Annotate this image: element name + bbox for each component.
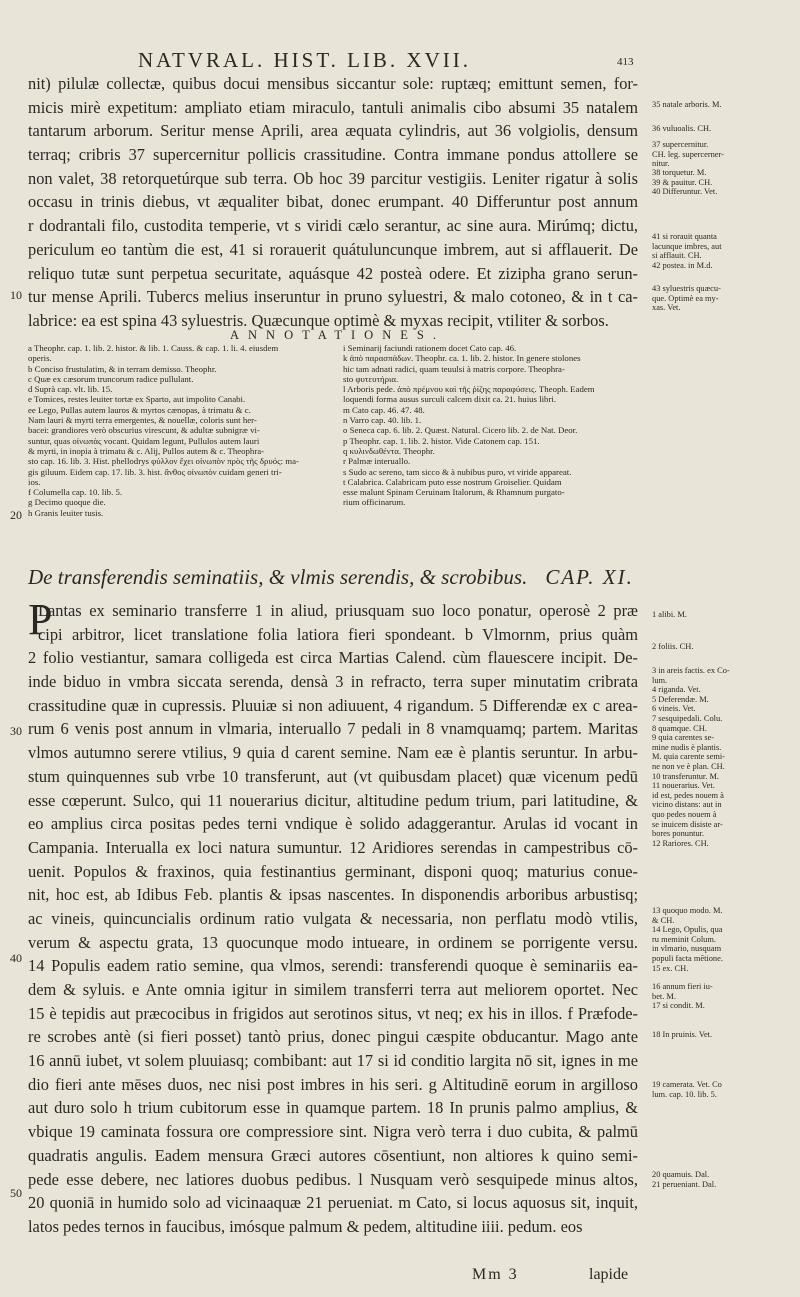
marginal-note-line: 37 supercernitur.	[652, 140, 709, 149]
marginal-note	[652, 100, 797, 110]
annotation-line: r Palmæ interuallo.	[343, 456, 411, 467]
marginal-note-line: 14 Lego, Opulis, qua	[652, 925, 723, 935]
text-line: tur mense Aprili. Tubercs melius inseruntur in pruno syluestri, & malo cotoneo, & in t ca-	[28, 287, 638, 307]
drop-cap-initial: P	[28, 595, 53, 644]
annotations-right-column	[343, 343, 643, 508]
marginal-note-line: 41 si rorauit quanta	[652, 232, 717, 241]
text-line: verum & aspectu grata, 13 quocunque modo intueare, in ordinem se porrigente versu.	[28, 932, 638, 952]
marginal-note-line: si afflauit. CH.	[652, 251, 702, 261]
annotations-heading: ANNOTATIONES.	[230, 328, 445, 342]
marginal-note-line: 16 annum fieri iu-	[652, 982, 713, 991]
marginal-note	[652, 168, 797, 197]
marginal-note-line: quo pedes nouem à	[652, 809, 717, 819]
annotation-line: bacei: grandiores verò obscurius virescunt, & adultæ subnigræ vi-	[28, 425, 260, 436]
annotation-line: rium officinarum.	[343, 497, 406, 508]
marginal-note-line: M. quia carente semi-	[652, 752, 726, 762]
text-line: crassitudine quæ in cupressis. Pluuiæ si non adiuuent, 4 rigandum. 5 Differendæ ex c area-	[28, 695, 638, 715]
text-line: reliquo tutæ sunt perpetua securitate, aquásque 42 posteà odere. Et zizipha grano serun-	[28, 263, 638, 283]
annotation-line: q κυλινδωθέντα. Theophr.	[343, 445, 435, 456]
line-number-10: 10	[10, 288, 22, 302]
annotation-line: t Calabrica. Calabricam puto esse nostrum Groiselier. Quidam	[343, 476, 562, 487]
marginal-note-line: 18 In pruinis. Vet.	[652, 1030, 713, 1039]
marginal-note-line: xas. Vet.	[652, 303, 681, 313]
marginal-note-line: lum.	[652, 675, 668, 685]
marginal-note-line: 21 perueniant. Dal.	[652, 1179, 717, 1189]
text-line: non valet, 38 retorquetúrque sub terra. Ob hoc 39 parcitur vestigiis. Leniter rigatur à solis	[28, 168, 638, 188]
marginal-note-line: 20 quamuis. Dal.	[652, 1170, 710, 1179]
marginal-note-line: 4 riganda. Vet.	[652, 685, 701, 695]
annotation-line: o Seneca cap. 6. lib. 2. Quæst. Natural. Cicero lib. 2. de Nat. Deor.	[343, 425, 578, 436]
text-line: vbique 19 caminata fossura ore compressiore sint. Nigra verò terra i duo cubita, & palmū	[28, 1122, 638, 1142]
marginal-note-line: 9 quia carentes se-	[652, 733, 715, 743]
text-line: rum 6 venis post annum in vlmaria, interuallo 7 pedali in 8 vnamquamq; partem. Maritas	[28, 719, 638, 739]
marginal-note	[652, 1080, 797, 1099]
marginal-note	[652, 232, 797, 270]
annotation-line: Nam lauri & myrti terra emergentes, & nouellæ, coloris sunt her-	[28, 415, 257, 426]
annotation-line: l Arboris pede. ἀπὸ πρέμνου καὶ τῆς ῥίζης παραφύσεις. Theoph. Eadem	[343, 384, 595, 395]
chapter-number: CAP. XI.	[545, 565, 634, 589]
annotation-line: sto φυτευτήρια.	[343, 373, 399, 384]
marginal-note-line: 1 alibi. M.	[652, 610, 687, 619]
annotation-line: b Conciso frustulatim, & in terram demisso. Theophr.	[28, 363, 217, 374]
marginal-note	[652, 284, 797, 313]
marginal-note-line: 11 nouerarius. Vet.	[652, 781, 715, 791]
text-line: micis mirè expetitum: ampliato etiam miraculo, tantuli animalis cibo absumi 35 natalem	[28, 97, 638, 117]
marginal-note-line: in vlmario, nusquam	[652, 944, 722, 954]
text-line: nit, hoc est, ab Idibus Feb. plantis & ipsas nascentes. In disponendis arboribus arbustisq;	[28, 885, 638, 905]
text-line: Campania. Interualla ex loci natura sumuntur. 12 Aridiores serendas in campestribus cō-	[28, 837, 638, 857]
marginal-note-line: & CH.	[652, 915, 675, 925]
line-number-30: 30	[10, 724, 22, 738]
text-line: terraq; cribris 37 supercernitur pollicis crassitudine. Contra immane pondus attollere se	[28, 145, 638, 165]
text-line: inde biduo in vmbra siccata serenda, densà 3 in refractо, terra super minutatim cribrata	[28, 672, 638, 692]
main-text-block	[28, 595, 638, 1239]
marginal-note-line: ru meminit Colum.	[652, 934, 716, 944]
annotation-line: ee Lego, Pullas autem lauros & myrtos cænopas, à trimatu & c.	[28, 404, 251, 415]
chapter-heading	[28, 565, 638, 595]
annotation-line: a Theophr. cap. 1. lib. 2. histor. & lib. 1. Causs. & cap. 1. li. 4. eiusdem	[28, 343, 279, 353]
text-line: dem & syluis. e Ante omnia igitur in similem transferri terra aut meliorem oportet. Nec	[28, 980, 638, 999]
line-number-40: 40	[10, 951, 22, 965]
marginal-note-line: 43 syluestris quæcu-	[652, 284, 721, 293]
marginal-note	[652, 124, 797, 134]
marginal-note-line: nitur.	[652, 159, 670, 169]
text-line: pede esse debere, nec latiores duobus pedibus. l Nusquam verò sesquipede minus altos,	[28, 1169, 638, 1189]
line-number-20: 20	[10, 508, 22, 522]
text-line: 14 Populis eadem ratio semine, qua vlmos, serendi: transferendi quoque è seminariis ea-	[28, 956, 638, 976]
annotation-line: p Theophr. cap. 1. lib. 2. histor. Vide Catonem cap. 151.	[343, 435, 540, 446]
text-line: nit) pilulæ collectæ, quibus docui mensibus siccantur sole: ruptæq; emittunt semen, for-	[28, 74, 638, 93]
annotation-line: g Decimo quoque die.	[28, 497, 106, 508]
text-line: ac vineis, quincuncialis ordinum ratio vulgata & necessaria, non perflatu modò vtilis,	[28, 908, 638, 928]
text-line: Lantas ex seminario transferre 1 in aliud, priusquam suo loco ponatur, operosè 2 præ	[38, 601, 638, 620]
marginal-note-line: 19 camerata. Vet. Co	[652, 1080, 722, 1089]
text-line: 15 è tepidis aut præcocibus in frigidos aut serotinos situs, vt neq; ex his in illos. f Præfode-	[28, 1003, 638, 1023]
marginal-note-line: mine nudis è plantis.	[652, 742, 722, 752]
marginal-note	[652, 1030, 797, 1040]
marginal-note-line: 38 torquetur. M.	[652, 168, 707, 177]
text-line: quadratis angulis. Eadem mensura Græci autores cōsentiunt, non altiores k quino semi-	[28, 1145, 638, 1165]
marginal-note-line: 8 quamque. CH.	[652, 723, 707, 733]
text-line: uenit. Populos & fraxinos, quia festinantius germinant, disponi quoq; maturius conue-	[28, 861, 638, 881]
signature-mark: Mm 3	[472, 1266, 519, 1283]
marginal-note-line: 40 Differuntur. Vet.	[652, 187, 718, 197]
text-line: cipi arbitror, licet translatione folia latiora fieri spondeant. b Vlmornm, prius quàm	[38, 624, 638, 644]
annotation-line: esse malunt Spinam Ceruinam Italorum, & Rhamnum purgato-	[343, 487, 565, 498]
marginal-note-line: 36 vuluoalis. CH.	[652, 124, 712, 133]
marginal-note-line: bet. M.	[652, 991, 676, 1001]
text-line: latos pedes ternos in faucibus, imósque palmum & pedem, altitudine iiii. pedum. eos	[28, 1216, 583, 1236]
marginal-note-line: 42 postea. in M.d.	[652, 260, 713, 270]
folio-number: 413	[617, 56, 634, 68]
marginal-note-line: lacunque imbres, aut	[652, 241, 722, 251]
text-line: aut duro solo h trium cubitorum esse in quamque partem. 18 In prunis palmo amplius, &	[28, 1098, 638, 1118]
text-line: vlmos autumno serere vtilius, 9 quia d carent semine. Nam eæ è plantis seruntur. In arbu-	[28, 743, 638, 763]
marginal-note-line: 10 transferuntur. M.	[652, 771, 719, 781]
annotation-line: n Varro cap. 40. lib. 1.	[343, 415, 422, 426]
annotation-line: e Tomices, restes leuiter tortæ ex Spartо, aut impolito Canabi.	[28, 394, 246, 405]
marginal-note-line: 12 Rariores. CH.	[652, 838, 709, 848]
marginal-note-line: se inuicem disiste ar-	[652, 819, 723, 829]
annotations-left-column	[28, 343, 331, 518]
marginal-note-line: 13 quoquo modo. M.	[652, 906, 723, 915]
marginal-note-line: que. Optimè ea my-	[652, 293, 719, 303]
annotation-line: s Sudo ac sereno, tam sicco & à nubibus puro, vt viride appareat.	[343, 466, 572, 477]
text-line: tantarum arborum. Seritur mense Aprili, area æquata cylindris, aut 36 volgiolis, densum	[28, 121, 638, 141]
annotation-line: c Quæ ex cæsorum truncorum radice pullulant.	[28, 373, 194, 384]
text-line: re scrobes antè (si fieri posset) tantò prius, donec pingui cæspite obducantur. Mago ante	[28, 1027, 638, 1047]
marginal-note	[652, 642, 797, 652]
running-title: NATVRAL. HIST. LIB. XVII.	[138, 48, 471, 72]
text-line: esse cœperunt. Sulco, qui 11 nouerarius dicitur, altitudine pedum trium, pari latitudine, &	[28, 790, 638, 810]
annotation-line: h Granis leuiter tusis.	[28, 507, 104, 518]
annotation-line: & myrti, in inopia à trimatu & c. Alij, Pullos autem & c. Theophra-	[28, 445, 265, 456]
text-line: dio fieri ante mēses duos, nec nisi post imbres in his seri. g Altitudinē eorum in argilloso	[28, 1074, 638, 1094]
annotation-line: loquendi forma ausus surculi calcem dixit ca. 21. huius libri.	[343, 394, 557, 405]
marginal-note-line: ne non ve è plan. CH.	[652, 761, 725, 771]
marginal-note	[652, 610, 797, 620]
marginal-note-line: 35 natale arboris. M.	[652, 100, 722, 109]
marginal-note	[652, 1170, 797, 1189]
annotation-line: m Cato cap. 46. 47. 48.	[343, 404, 425, 415]
marginal-note-line: 15 ex. CH.	[652, 963, 689, 973]
marginal-note	[652, 140, 797, 169]
catchword: lapide	[589, 1266, 629, 1283]
text-line: labrice: ea est spina 43 syluestris. Quæcunque optimè & myxas recipit, vtiliter & sorbos.	[28, 310, 609, 330]
annotation-line: operis.	[28, 353, 52, 364]
top-text-block	[28, 72, 638, 333]
annotation-line: f Columella cap. 10. lib. 5.	[28, 487, 123, 498]
annotation-line: d Suprà cap. vlt. lib. 15.	[28, 384, 113, 395]
marginal-note-line: 6 vineis. Vet.	[652, 704, 696, 714]
marginal-note-line: 2 foliis. CH.	[652, 642, 694, 651]
marginal-note-line: 7 sesquipedali. Colu.	[652, 713, 723, 723]
chapter-title: De transferendis seminatiis, & vlmis serendis, & scrobibus.	[28, 565, 528, 589]
marginal-note-line: 5 Deferendæ. M.	[652, 694, 709, 704]
marginal-note-line: 17 si condit. M.	[652, 1001, 705, 1011]
annotation-line: gis giluum. Eidem cap. 17. lib. 3. hist. ἄνθος οἰνωπὸν cuidam generi tri-	[28, 466, 282, 477]
marginal-note-line: id est, pedes nouem à	[652, 790, 724, 800]
annotation-line: i Seminarij faciundi rationem docet Cato cap. 46.	[343, 343, 517, 353]
marginal-note-line: 39 & pauitur. CH.	[652, 177, 713, 187]
text-line: eo amplius circa positas pedes terni vndique è solido adaggerantur. Arulas id vocant in	[28, 814, 638, 834]
marginal-note-line: 3 in areis factis. ex Co-	[652, 666, 730, 675]
marginal-note-line: vicino distans: aut in	[652, 800, 722, 810]
marginal-note-line: lum. cap. 10. lib. 5.	[652, 1089, 717, 1099]
marginal-note	[652, 906, 797, 973]
text-line: 20 quoniā in humido solo ad vicinaaquæ 21 perueniat. m Cato, si locus aquosus sit, inquit,	[28, 1193, 638, 1213]
annotation-line: suntur, quas οἰνωπὰς vocant. Quidam legunt, Pullulos autem lauri	[28, 435, 260, 446]
annotation-line: ios.	[28, 476, 41, 487]
page-footer	[0, 1266, 800, 1290]
marginal-note	[652, 666, 797, 848]
text-line: stum quinquennes sub vrbe 10 transferunt, aut (vt quibusdam placet) quæ vicenum pedū	[28, 766, 638, 786]
marginal-note-line: bores ponuntur.	[652, 829, 705, 839]
annotation-line: hic tam adnati radici, quam teuulsi à matris corpore. Theophra-	[343, 363, 565, 374]
text-line: 16 annū iubet, vt solem pluuiasq; combibant: aut 17 si id conditio largita nō sit, ignes in me	[28, 1051, 638, 1071]
text-line: occasu in trinis diebus, vt æqualiter bibat, donec erumpant. 40 Differuntur post annum	[28, 192, 638, 212]
marginal-note	[652, 982, 797, 1011]
text-line: periculum eo tantùm die est, 41 si rorauerit quátuluncunque imbrem, aut si afflauerit. De	[28, 239, 638, 259]
line-number-50: 50	[10, 1186, 22, 1200]
marginal-note-line: CH. leg. supercerner-	[652, 149, 724, 159]
annotation-line: sto cap. 16. lib. 3. Hist. phellodrys φύλλον ἔχει οἰνωπὸν πρὸς τῆς δρυός: ma-	[28, 456, 299, 467]
marginal-note-line: populi facta mētione.	[652, 953, 723, 963]
annotation-line: k ἀπὸ παρασπάδων. Theophr. ca. 1. lib. 2. histor. In genere stolones	[343, 353, 581, 364]
text-line: 2 folio vestiantur, samara colligeda est circa Martias Calend. cùm flauescere incipit. De-	[28, 648, 638, 668]
text-line: r dodrantali filo, custodita temperie, vt s viridi cælo serantur, ac sine aura. Mirúmq; dictu,	[28, 216, 638, 236]
